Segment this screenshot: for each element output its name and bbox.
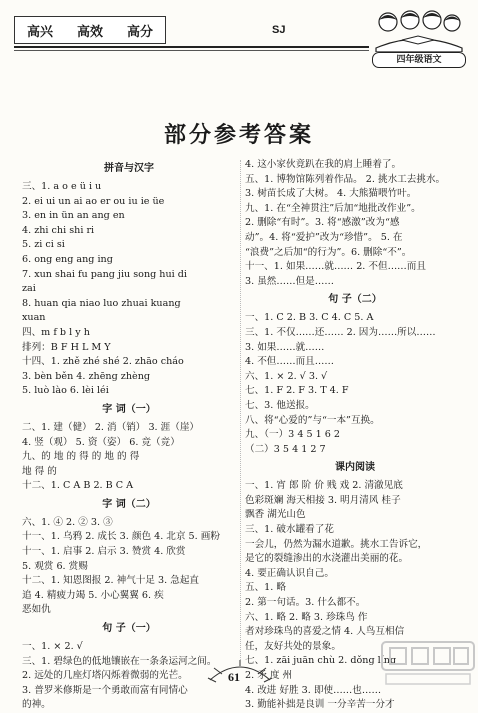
answer-line: 地 得 的 <box>22 465 57 477</box>
answer-line: 十四、1. zhě zhé shé 2. zhāo cháo <box>22 356 184 368</box>
answer-line: 一、1. 宵 郎 阶 价 贱 戏 2. 清澈见底 <box>245 480 403 492</box>
section-heading: 句 子（一） <box>102 623 156 635</box>
answer-line: 四、m f b l y h <box>22 326 90 338</box>
answer-column-left <box>22 158 236 713</box>
answer-line: 一、1. × 2. √ <box>22 641 83 653</box>
edition-label: SJ <box>272 24 286 36</box>
answer-line: 2. 删除“有时”。3. 将“感激”改为“感 <box>245 217 400 229</box>
section-heading: 句 子（二） <box>328 294 382 306</box>
answer-line: 3. 普罗米修斯是一个勇敢而富有同情心 <box>22 684 188 696</box>
answer-line: 九、的 地 的 得 的 地 的 得 <box>22 451 140 463</box>
answer-line: 六、1. ④ 2. ② 3. ③ <box>22 516 113 528</box>
answer-line: zai <box>22 283 36 295</box>
page-title: 部分参考答案 <box>163 123 314 148</box>
answer-line: 八、将“心爱的”与“一本”互换。 <box>245 414 380 426</box>
column-divider <box>240 160 241 660</box>
section-heading: 字 词（一） <box>102 403 156 415</box>
answer-line: 十一、1. 乌鸦 2. 成长 3. 颜色 4. 北京 5. 画粉 <box>22 531 220 543</box>
answer-line: 4. 不但……而且…… <box>245 356 334 368</box>
section-heading: 课内阅读 <box>335 462 375 474</box>
answer-line: 十二、1. C A B 2. B C A <box>22 480 134 492</box>
answer-line: 七、3. 他送报。 <box>245 399 315 411</box>
answer-line: 三、1. 破水罐看了花 <box>245 524 334 536</box>
answer-line: 2. ei ui un ai ao er ou iu ie üe <box>22 195 165 207</box>
answer-line: 5. luò lào 6. lèi léi <box>22 385 109 397</box>
section-heading: 字 词（二） <box>102 498 156 510</box>
answer-line: 一会儿，仍然为漏水道歉。挑水工告诉它， <box>245 538 428 550</box>
answer-line: 追 4. 精疲力竭 5. 小心翼翼 6. 疾 <box>22 589 164 601</box>
answer-line: 七、1. F 2. F 3. T 4. F <box>245 385 349 397</box>
slogan-word: 高兴 <box>26 24 53 40</box>
answer-line: 者对珍珠鸟的喜爱之情 4. 人鸟互相信 <box>245 626 405 638</box>
answer-line: 4. 这小家伙竟趴在我的肩上睡着了。 <box>245 159 402 170</box>
answer-line: 十一、1. 启事 2. 启示 3. 赞赏 4. 欣赏 <box>22 546 186 558</box>
answer-line: 六、1. 略 2. 略 3. 珍珠鸟 作 <box>245 611 368 623</box>
answer-line: 九、（一）3 4 5 1 6 2 <box>245 429 341 441</box>
section-heading: 拼音与汉字 <box>104 163 154 174</box>
grade-badge: 四年级语文 <box>372 52 466 68</box>
answer-line: 是它的裂缝渗出的水浇灌出美丽的花。 <box>245 553 409 565</box>
answer-line: 3. 虽然……但是…… <box>245 275 334 287</box>
answer-line: 十一、1. 如果……就…… 2. 不但……而且 <box>245 261 426 273</box>
page-header <box>0 0 478 64</box>
page-number: 61 <box>228 670 240 684</box>
answer-line: 6. ong eng ang ing <box>22 253 113 265</box>
answer-line: 4. 改进 好胜 3. 即使……也…… <box>245 684 382 696</box>
answer-line: 7. xun shai fu pang jiu song hui di <box>22 268 187 280</box>
answer-line: 飘香 湖光山色 <box>245 509 306 521</box>
answer-line: 4. zhi chi shi ri <box>22 224 95 236</box>
header-rule-thin <box>14 50 369 51</box>
header-rule <box>14 46 369 48</box>
answer-line: 3. 勤能补拙是良训 一分辛苦一分才 <box>245 699 395 711</box>
answer-line: 2. 矛 度 州 <box>245 670 293 681</box>
answer-column-right <box>245 158 465 713</box>
slogan-word: 高效 <box>76 24 103 40</box>
answer-line: 3. en in ün an ang en <box>22 210 125 222</box>
answer-line: 5. 观赏 6. 赏赐 <box>22 560 88 572</box>
answer-line: 2. 远处的几座灯塔闪烁着微弱的光芒。 <box>22 670 188 682</box>
answer-line: 九、1. 在“全神贯注”后加“地批改作业”。 <box>245 202 421 214</box>
answer-line: “浪费”之后加“的行为”。6. 删除“不”。 <box>245 246 412 258</box>
answer-line: 2. 第一句话。3. 什么都不。 <box>245 597 366 609</box>
slogan-word: 高分 <box>126 24 153 40</box>
answer-line: 五、1. 略 <box>245 582 286 594</box>
sun-face-ornament <box>200 660 280 688</box>
answer-line: 排列：B F H L M Y <box>22 341 111 353</box>
answer-line: 4. 竖（观） 5. 资（姿） 6. 竞（竞） <box>22 436 180 448</box>
watermark-stamp <box>380 640 476 686</box>
answer-line: 的神。 <box>22 699 51 711</box>
answer-line: 色彩斑斓 海天相接 3. 明月清风 桂子 <box>245 494 401 506</box>
answer-line: （二）3 5 4 1 2 7 <box>245 443 326 455</box>
answer-line: 三、1. a o e ü i u <box>22 181 102 192</box>
answer-line: 任，友好共处的景象。 <box>245 640 341 652</box>
answer-line: 5. zi ci si <box>22 239 65 251</box>
answer-line: 三、1. 不仅……还…… 2. 因为……所以…… <box>245 326 436 338</box>
answer-line: 三、1. 碧绿色的低地镶嵌在一条条运河之间。 <box>22 655 217 667</box>
answer-line: 一、1. C 2. B 3. C 4. C 5. A <box>245 312 374 324</box>
answer-line: 二、1. 建（健） 2. 消（销） 3. 涯（崖） <box>22 421 200 433</box>
answer-line: 4. 要正确认识自己。 <box>245 567 334 579</box>
answer-line: 六、1. × 2. √ 3. √ <box>245 370 328 382</box>
answer-line: xuan <box>22 312 46 324</box>
answer-line: 3. 树苗长成了大树。 4. 大熊猫喂竹叶。 <box>245 188 417 200</box>
answer-line: 8. huan qia niao luo zhuai kuang <box>22 297 181 309</box>
slogan-box <box>14 16 166 44</box>
answer-line: 十二、1. 知恩图报 2. 神气十足 3. 急起直 <box>22 575 200 587</box>
answer-line: 3. 如果……就…… <box>245 341 325 353</box>
answer-line: 七、1. zāi juān chù 2. dǒng líng <box>245 655 397 667</box>
answer-line: 3. bèn běn 4. zhēng zhèng <box>22 370 151 382</box>
answer-line: 恶如仇 <box>22 604 51 616</box>
children-reading-illustration <box>372 8 464 52</box>
answer-line: 五、1. 博物馆陈列着作品。 2. 挑水工去挑水。 <box>245 173 446 185</box>
answer-line: 动”。4. 将“爱护”改为“珍惜”。 5. 在 <box>245 231 403 243</box>
